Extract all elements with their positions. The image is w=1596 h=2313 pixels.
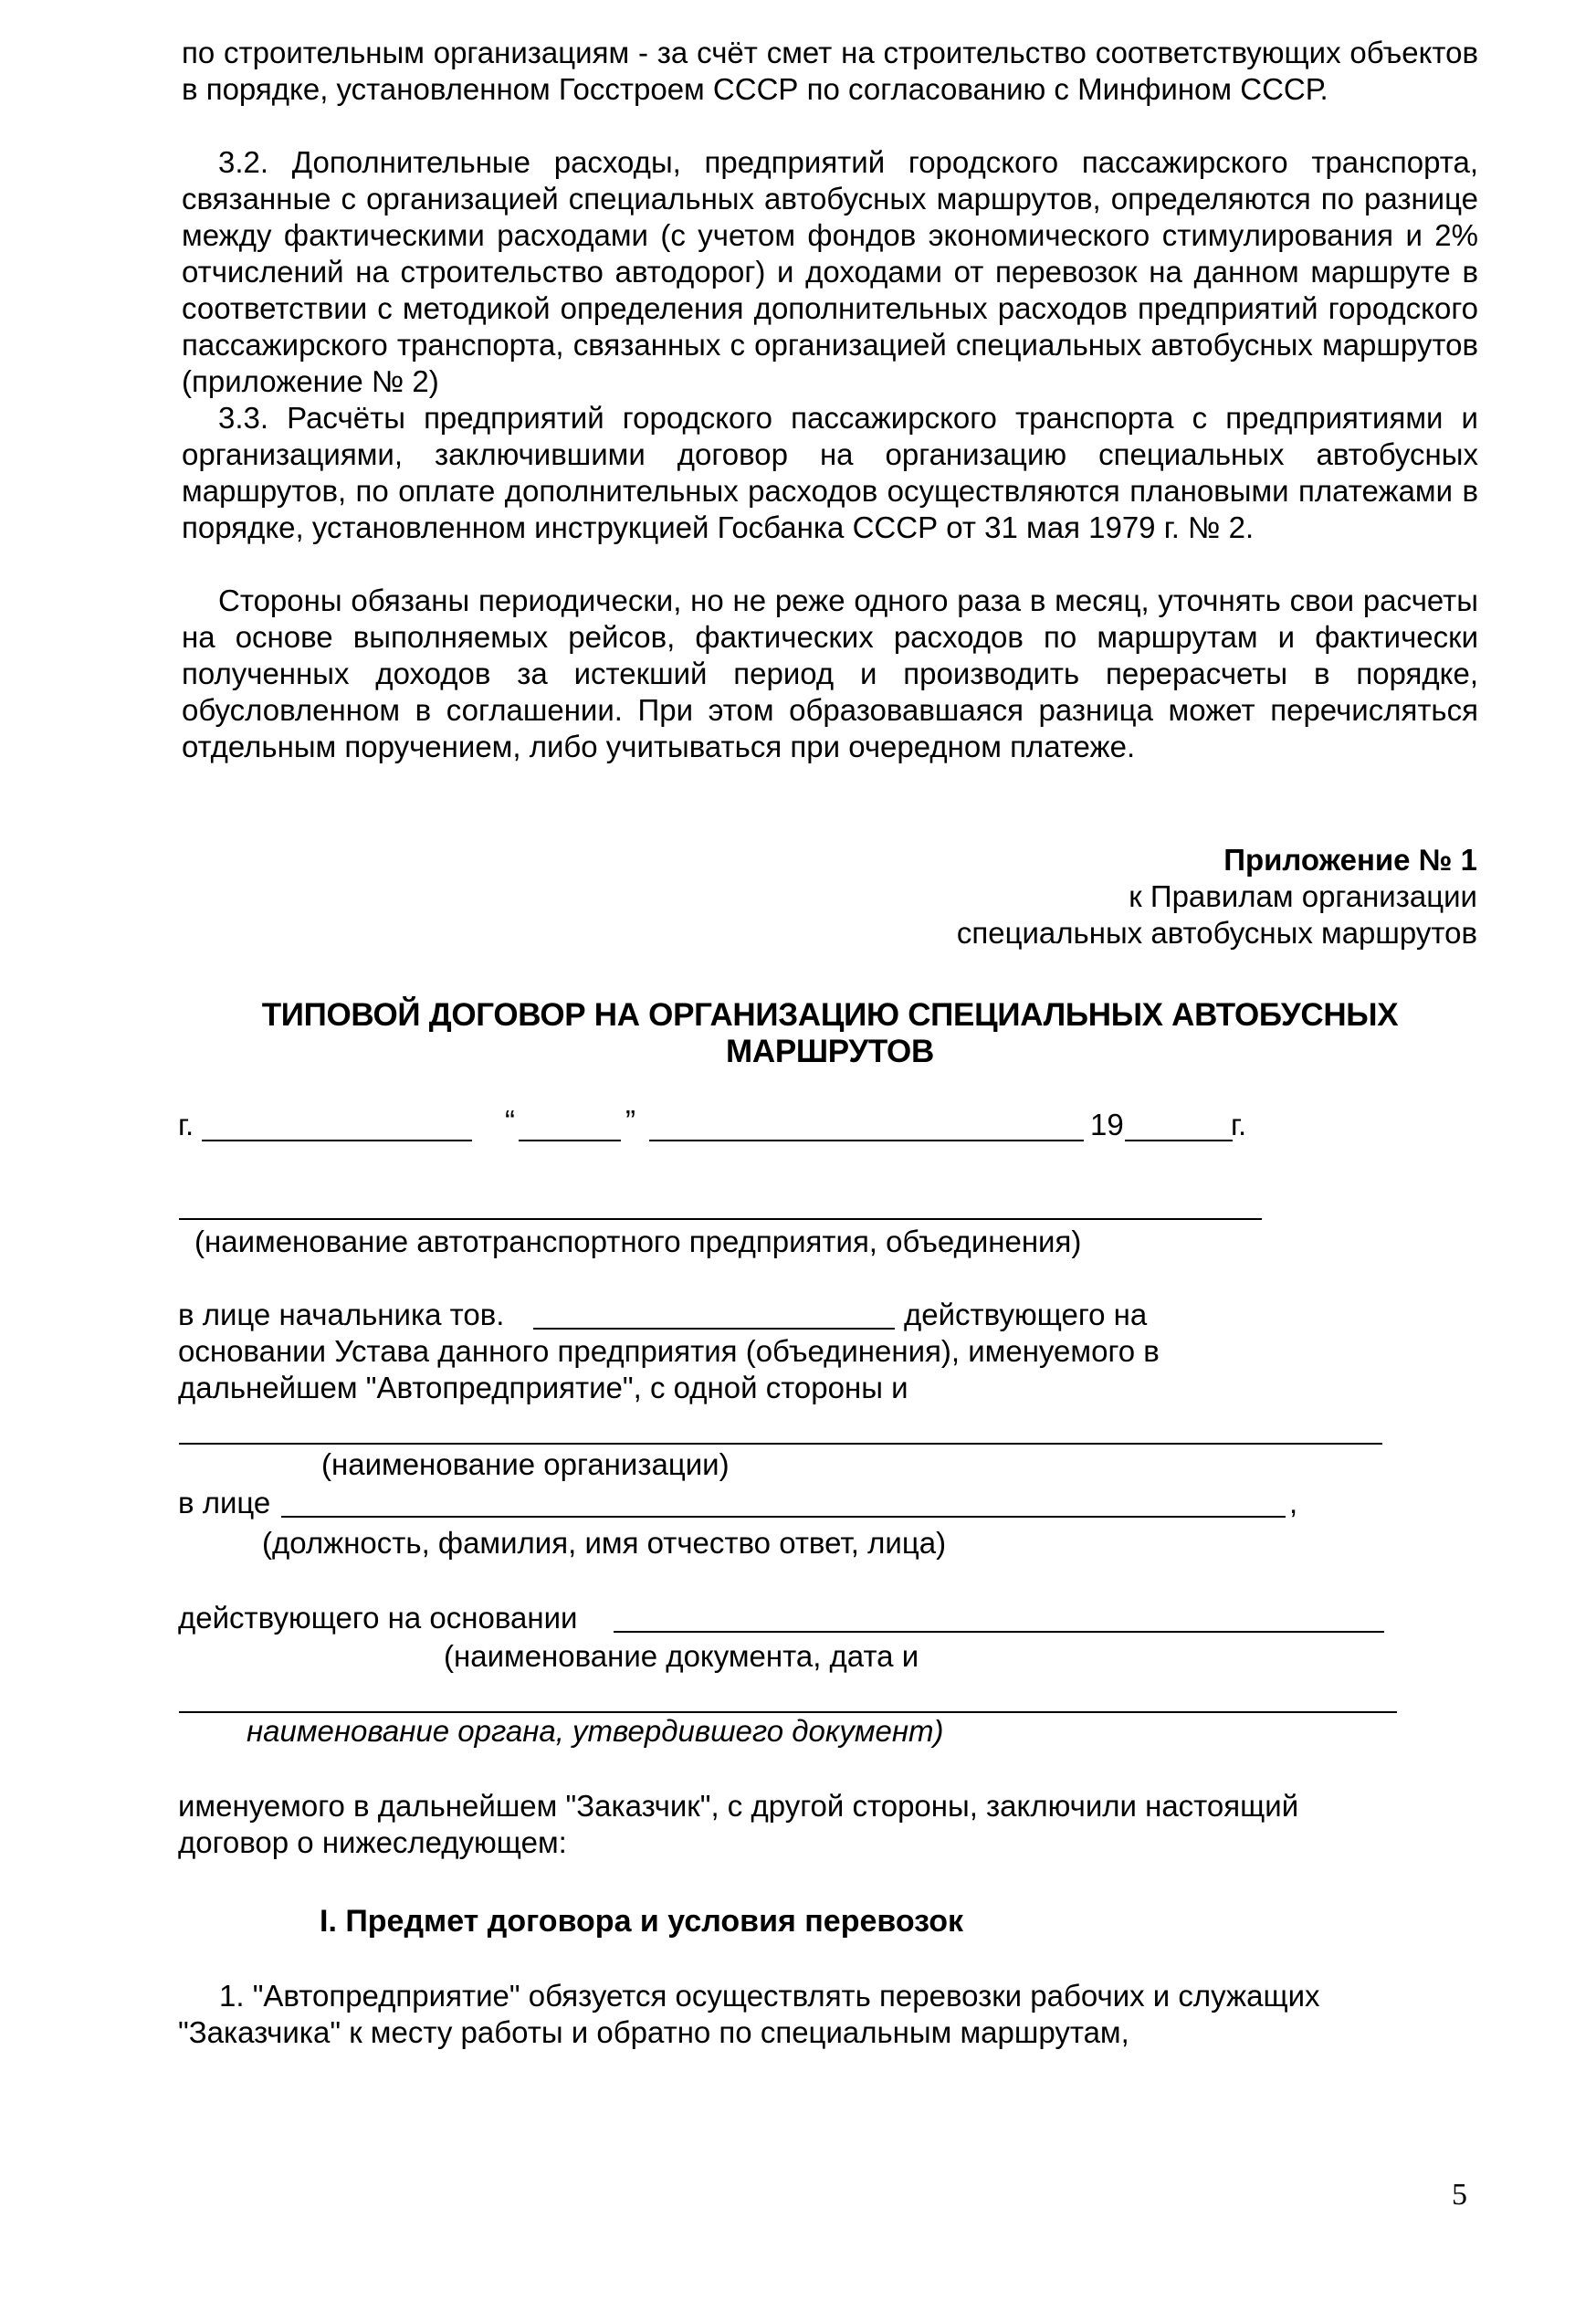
representative-caption: (должность, фамилия, имя отчество ответ, лица) [262,1526,947,1560]
year-prefix: 19 [1090,1108,1124,1141]
basis-line-1: основании Устава данного предприятия (объединения), именуемого в [178,1334,1160,1368]
section-1-heading: I. Предмет договора и условия перевозок [320,1904,963,1939]
paragraph-3-2: 3.2. Дополнительные расходы, предприятий городского пассажирского транспорта, связанные с организацией специальных автобусных маршрутов, определяются по разнице между фактическими расходами (с учетом фондов экономического стимулирования и 2% отчислений на строительство автодорог) и доходами от перевозок на данном маршруте в соответствии с методикой определения дополнительных расходов предприятий городского пассажирского транспорта, связанных с организацией специальных автобусных маршрутов (приложение № 2) [182,145,1478,398]
authority-caption: наименование органа, утвердившего документ) [247,1714,944,1748]
acting-basis-label: действующего на основании [178,1601,578,1635]
page-number: 5 [1452,2178,1467,2212]
quote-open: “ [505,1104,515,1138]
document-blank [614,1631,1384,1633]
appendix-heading: Приложение № 1 [1223,843,1477,877]
enterprise-caption: (наименование автотранспортного предприятия, объединения) [194,1225,1082,1258]
basis-line-2: дальнейшем "Автопредприятие", с одной стороны и [178,1371,908,1404]
quote-close: ” [625,1104,635,1138]
appendix-header [957,842,1477,951]
contract-title: ТИПОВОЙ ДОГОВОР НА ОРГАНИЗАЦИЮ СПЕЦИАЛЬНЫХ АВТОБУСНЫХ МАРШРУТОВ [261,997,1399,1069]
city-prefix: г. [178,1108,194,1141]
item-1-line-1: 1. "Автопредприятие" обязуется осуществлять перевозки рабочих и служащих [219,1979,1320,2013]
appendix-line-2: специальных автобусных маршрутов [956,916,1477,950]
city-blank [202,1140,472,1141]
head-name-blank [533,1328,895,1330]
customer-line-1: именуемого в дальнейшем "Заказчик", с другой стороны, заключили настоящий [178,1789,1299,1823]
appendix-line-1: к Правилам организации [1129,879,1477,913]
paragraph-settlements: Стороны обязаны периодически, но не реже одного раза в месяц, уточнять свои расчеты на основе выполняемых рейсов, фактических расходов по маршрутам и фактически полученных доходов за истекший период и производить перерасчеты в порядке, обусловленном в соглашении. При этом образовавшаяся разница может перечисляться отдельным поручением, либо учитываться при очередном платеже. [182,584,1478,763]
representative-blank [281,1516,1286,1518]
document-caption: (наименование документа, дата и [444,1639,919,1673]
paragraph-intro: по строительным организациям - за счёт смет на строительство соответствующих объектов в порядке, установленном Госстроем СССР по согласованию с Минфином СССР. [182,36,1478,106]
year-blank [1125,1140,1233,1141]
item-1-line-2: "Заказчика" к месту работы и обратно по специальным маршрутам, [178,2015,1129,2049]
person-prefix: в лице начальника тов. [178,1298,505,1331]
paragraph-3-3: 3.3. Расчёты предприятий городского пассажирского транспорта с предприятиями и организациями, заключившими договор на организацию специальных автобусных маршрутов, по оплате дополнительных расходов осуществляются плановыми платежами в порядке, установленном инструкцией Госбанка СССР от 31 мая 1979 г. № 2. [182,401,1478,544]
month-blank [649,1140,1084,1141]
customer-line-2: договор о нижеследующем: [178,1825,567,1859]
person-suffix: действующего на [904,1298,1148,1331]
enterprise-blank [179,1218,1262,1220]
organization-caption: (наименование организации) [321,1447,730,1481]
in-person-label: в лице [178,1486,271,1519]
representative-comma: , [1289,1486,1298,1519]
organization-blank [179,1443,1382,1445]
day-blank [519,1140,621,1141]
year-suffix: г. [1231,1108,1247,1141]
